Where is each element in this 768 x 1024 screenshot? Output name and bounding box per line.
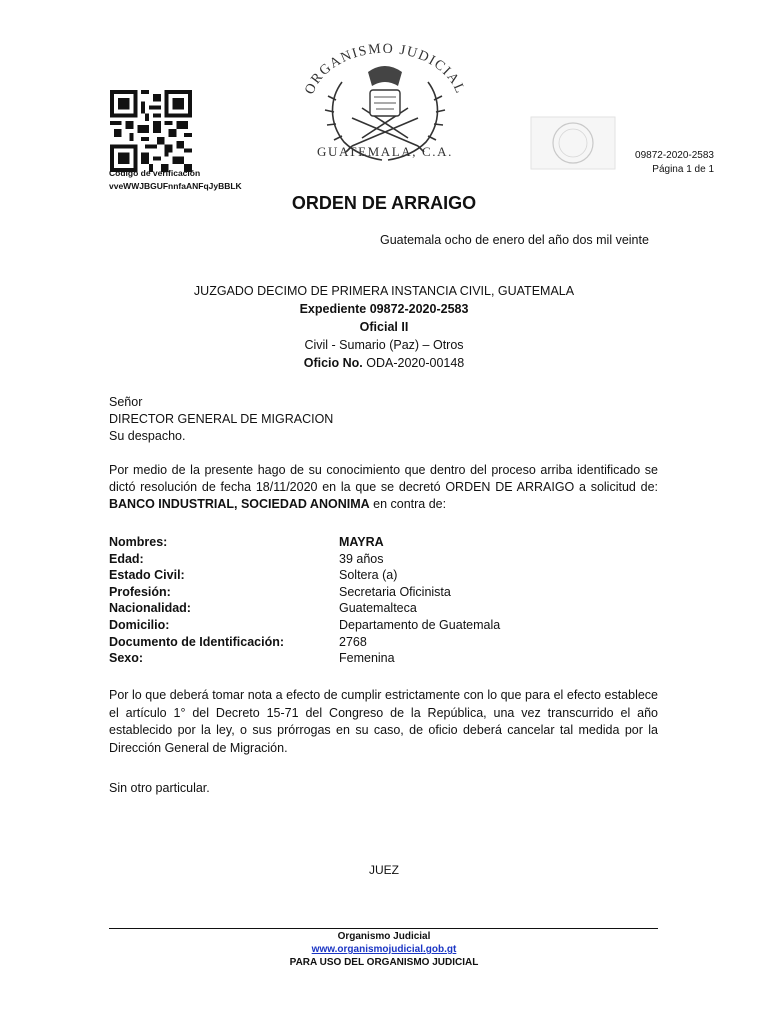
letter-body: [109, 394, 658, 513]
detail-label: Nacionalidad:: [109, 601, 191, 616]
expediente-reference: 09872-2020-2583: [635, 150, 714, 161]
court-name: JUZGADO DECIMO DE PRIMERA INSTANCIA CIVIL, GUATEMALA: [193, 284, 575, 298]
detail-value: MAYRA: [339, 535, 384, 549]
recipient-office: Su despacho.: [109, 429, 186, 443]
case-type-line: Civil - Sumario (Paz) – Otros: [304, 338, 464, 352]
page-number: Página 1 de 1: [652, 164, 714, 175]
date-line: Guatemala ocho de enero del año dos mil veinte: [380, 233, 649, 247]
detail-label: Domicilio:: [109, 617, 170, 632]
salutation: Señor: [109, 395, 143, 409]
detail-row: [109, 617, 658, 634]
seal-text-bottom: GUATEMALA, C.A.: [317, 144, 453, 159]
requesting-party: BANCO INDUSTRIAL, SOCIEDAD ANONIMA: [109, 497, 370, 511]
detail-value: 39 años: [339, 551, 384, 566]
verification-label: Código de verificación: [109, 168, 201, 178]
footer: [0, 930, 768, 969]
detail-row: [109, 534, 658, 551]
detail-row: [109, 584, 658, 601]
detail-value: Departamento de Guatemala: [339, 617, 501, 632]
organismo-judicial-seal: [290, 38, 480, 170]
detail-label: Sexo:: [109, 651, 144, 666]
detail-label: Documento de Identificación:: [109, 634, 285, 649]
recipient-title: DIRECTOR GENERAL DE MIGRACION: [109, 412, 334, 426]
verification-code: vveWWJBGUFnnfaANFqJyBBLK: [109, 181, 242, 191]
detail-value: Soltera (a): [339, 568, 398, 583]
detail-value: Guatemalteca: [339, 601, 417, 616]
paragraph-1: [109, 462, 658, 513]
oficio-label: Oficio No.: [303, 356, 363, 370]
detail-row: [109, 551, 658, 568]
faint-stamp: [530, 116, 616, 170]
detail-label: Estado Civil:: [109, 568, 185, 583]
footer-divider: [109, 928, 658, 929]
paragraph-1-end: en contra de:: [373, 497, 447, 511]
paragraph-2: Por lo que deberá tomar nota a efecto de cumplir estrictamente con lo que para el efecto establece el artículo 1° del Decreto 15-71 del Congreso de la República, una vez transcurrido el año establecido por la ley, o sus prórrogas en su caso, de oficio deberá cancelar tal medida por la Dirección General de Migración.: [109, 688, 658, 755]
person-details: [109, 534, 658, 667]
oficio-value: ODA-2020-00148: [366, 356, 465, 370]
expediente-line: Expediente 09872-2020-2583: [299, 302, 469, 316]
detail-label: Edad:: [109, 551, 144, 566]
page-reference: [635, 149, 714, 177]
detail-value: 2768: [339, 634, 367, 649]
paragraph-1-text: Por medio de la presente hago de su conocimiento que dentro del proceso arriba identificado se dictó resolución de fecha 18/11/2020 en la que se decretó ORDEN DE ARRAIGO a solicitud de:: [109, 463, 658, 494]
detail-label: Profesión:: [109, 584, 171, 599]
court-block: [0, 282, 768, 372]
oficial-line: Oficial II: [359, 320, 409, 334]
detail-value: Femenina: [339, 651, 395, 666]
detail-label: Nombres:: [109, 535, 168, 549]
signature-label: JUEZ: [369, 863, 399, 877]
footer-note: PARA USO DEL ORGANISMO JUDICIAL: [289, 957, 479, 968]
seal-text-top: ORGANISMO JUDICIAL: [302, 41, 468, 97]
qr-code: [110, 90, 192, 172]
detail-value: Secretaria Oficinista: [339, 584, 451, 599]
footer-org: Organismo Judicial: [337, 931, 431, 942]
detail-row: [109, 650, 658, 667]
oficio-line: [0, 354, 768, 372]
detail-row: [109, 567, 658, 584]
closing-line: Sin otro particular.: [109, 781, 210, 795]
detail-row: [109, 600, 658, 617]
footer-website-link[interactable]: www.organismojudicial.gob.gt: [311, 944, 457, 955]
document-title: ORDEN DE ARRAIGO: [291, 193, 477, 213]
detail-row: [109, 634, 658, 651]
